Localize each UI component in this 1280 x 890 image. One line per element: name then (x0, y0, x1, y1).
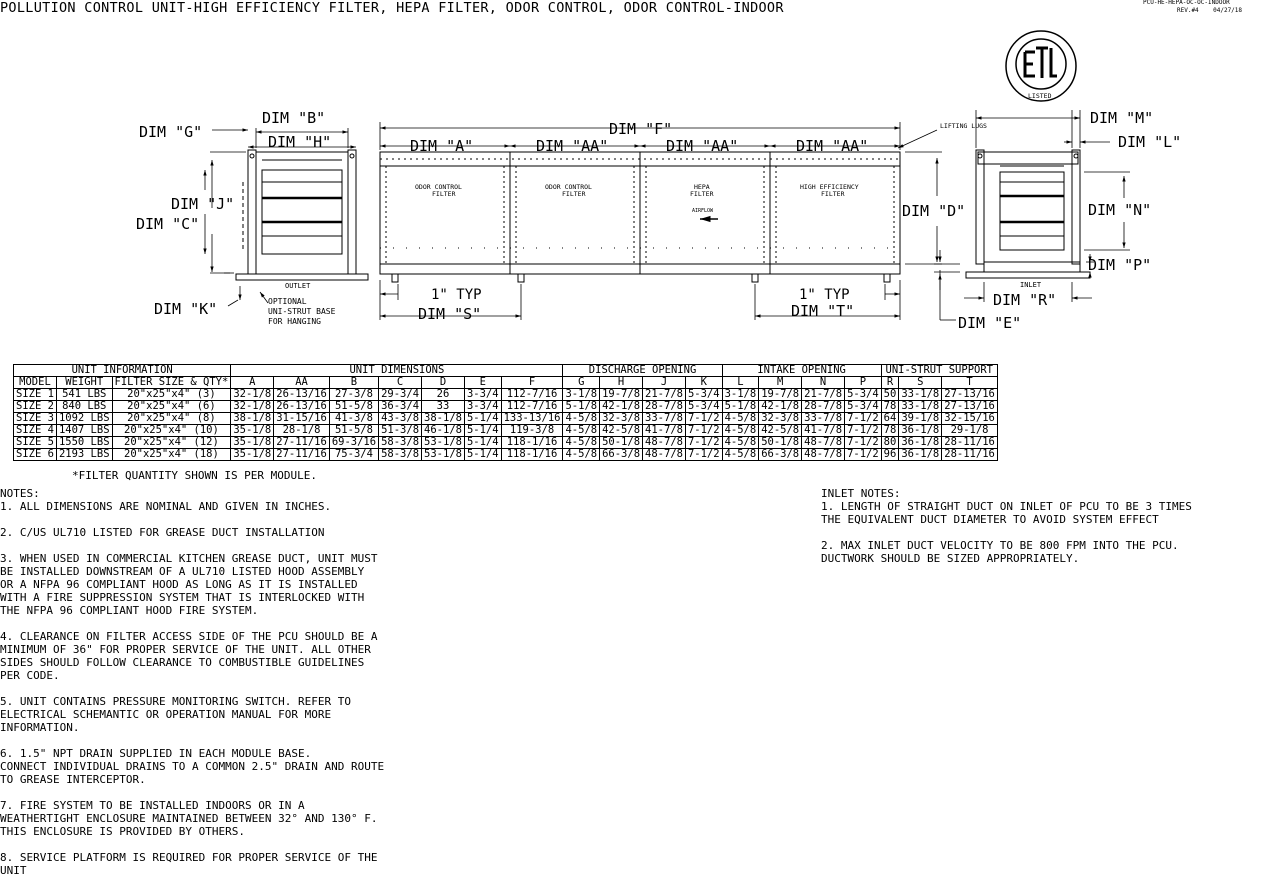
table-cell: 133-13/16 (501, 413, 563, 425)
table-row (14, 413, 998, 425)
column-header: B (329, 377, 378, 389)
table-cell: 36-1/8 (899, 437, 942, 449)
note-item: 7. FIRE SYSTEM TO BE INSTALLED INDOORS OR IN A WEATHERTIGHT ENCLOSURE MAINTAINED BETWEEN 32° AND 130° F. THIS ENCLOSURE IS PROVIDED BY OTHERS. (0, 799, 378, 838)
table-cell: 7-1/2 (685, 425, 722, 437)
table-cell: 53-1/8 (422, 449, 465, 461)
table-cell: 66-3/8 (759, 449, 802, 461)
dim-t-label: DIM "T" (791, 302, 855, 320)
group-unistrut-support: UNI-STRUT SUPPORT (881, 365, 997, 377)
column-header: F (501, 377, 563, 389)
table-cell: 36-1/8 (899, 425, 942, 437)
column-header: D (422, 377, 465, 389)
table-cell: 50 (881, 389, 899, 401)
table-cell: 50-1/8 (759, 437, 802, 449)
table-cell: 51-3/8 (379, 425, 422, 437)
outlet-label: OUTLET (285, 282, 311, 290)
table-cell: 32-3/8 (759, 413, 802, 425)
table-cell: 58-3/8 (379, 449, 422, 461)
table-cell: 1407 LBS (56, 425, 112, 437)
table-cell: 41-3/8 (329, 413, 378, 425)
column-header: L (722, 377, 759, 389)
table-row (14, 437, 998, 449)
note-item: 4. CLEARANCE ON FILTER ACCESS SIDE OF THE PCU SHOULD BE A MINIMUM OF 36" FOR PROPER SERVICE OF THE UNIT. ALL OTHER SIDES SHOULD FOLLOW CLEARANCE TO COMBUSTIBLE GUIDELINES PER CODE. (0, 630, 378, 682)
dim-aa-label-3: DIM "AA" (796, 137, 869, 155)
table-footnote: *FILTER QUANTITY SHOWN IS PER MODULE. (72, 469, 318, 482)
table-cell: 48-7/8 (802, 449, 845, 461)
table-cell: 28-11/16 (942, 437, 998, 449)
table-cell: 19-7/8 (600, 389, 643, 401)
table-cell: 3-3/4 (464, 389, 501, 401)
table-cell: 27-3/8 (329, 389, 378, 401)
note-item: 5. UNIT CONTAINS PRESSURE MONITORING SWITCH. REFER TO ELECTRICAL SCHEMANTIC OR OPERATION MANUAL FOR MORE INFORMATION. (0, 695, 351, 734)
column-header: C (379, 377, 422, 389)
table-group-row (14, 365, 998, 377)
module-4-label-line2: FILTER (821, 190, 845, 198)
unistrut-note-line1: OPTIONAL (268, 297, 307, 306)
lifting-lugs-label: LIFTING LUGS (940, 122, 987, 130)
note-item: 8. SERVICE PLATFORM IS REQUIRED FOR PROPER SERVICE OF THE UNIT (0, 851, 378, 877)
table-cell: 20"x25"x4" (12) (112, 437, 231, 449)
module-3-label-line1: HEPA (694, 183, 710, 191)
module-2-label-line2: FILTER (562, 190, 586, 198)
column-header: M (759, 377, 802, 389)
column-header: J (643, 377, 686, 389)
module-4-label-line1: HIGH EFFICIENCY (800, 183, 859, 191)
column-header: MODEL (14, 377, 57, 389)
table-cell: 4-5/8 (722, 437, 759, 449)
dim-r-label: DIM "R" (993, 291, 1057, 309)
table-cell: 4-5/8 (563, 437, 600, 449)
inlet-note-item: 1. LENGTH OF STRAIGHT DUCT ON INLET OF PCU TO BE 3 TIMES THE EQUIVALENT DUCT DIAMETER TO AVOID SYSTEM EFFECT (821, 500, 1192, 526)
table-cell: 4-5/8 (722, 413, 759, 425)
table-cell: 42-1/8 (759, 401, 802, 413)
table-cell: 39-1/8 (899, 413, 942, 425)
table-cell: 7-1/2 (685, 449, 722, 461)
note-item: 1. ALL DIMENSIONS ARE NOMINAL AND GIVEN IN INCHES. (0, 500, 332, 513)
table-cell: 80 (881, 437, 899, 449)
dim-aa-label-2: DIM "AA" (666, 137, 739, 155)
table-cell: 1550 LBS (56, 437, 112, 449)
table-cell: 35-1/8 (231, 425, 274, 437)
table-cell: 7-1/2 (685, 437, 722, 449)
dim-d-label: DIM "D" (902, 202, 966, 220)
table-cell: 119-3/8 (501, 425, 563, 437)
note-item: 2. C/US UL710 LISTED FOR GREASE DUCT INSTALLATION (0, 526, 325, 539)
main-side-view (380, 152, 900, 282)
table-cell: 36-1/8 (899, 449, 942, 461)
column-header: T (942, 377, 998, 389)
dim-k-label: DIM "K" (154, 300, 218, 318)
table-cell: 43-3/8 (379, 413, 422, 425)
dim-g-label: DIM "G" (139, 123, 203, 141)
module-1-label-line1: ODOR CONTROL (415, 183, 462, 191)
column-header: S (899, 377, 942, 389)
table-cell: 28-11/16 (942, 449, 998, 461)
column-header: K (685, 377, 722, 389)
table-cell: 21-7/8 (802, 389, 845, 401)
table-cell: 5-1/4 (464, 413, 501, 425)
table-cell: 4-5/8 (722, 425, 759, 437)
inlet-label: INLET (1020, 281, 1042, 289)
typ-label-left: 1" TYP (431, 287, 482, 303)
table-cell: 7-1/2 (845, 437, 882, 449)
table-row (14, 389, 998, 401)
table-cell: 5-1/8 (563, 401, 600, 413)
table-cell: 42-1/8 (600, 401, 643, 413)
table-cell: 41-7/8 (802, 425, 845, 437)
dim-j-label: DIM "J" (171, 195, 235, 213)
table-cell: 41-7/8 (643, 425, 686, 437)
table-cell: 32-3/8 (600, 413, 643, 425)
table-cell: 42-5/8 (600, 425, 643, 437)
dim-a-label: DIM "A" (410, 137, 474, 155)
table-cell: 29-3/4 (379, 389, 422, 401)
table-cell: 840 LBS (56, 401, 112, 413)
table-cell: 5-1/4 (464, 449, 501, 461)
typ-label-right: 1" TYP (799, 287, 850, 303)
table-cell: 36-3/4 (379, 401, 422, 413)
revision-label: REV.#4 04/27/18 (1177, 7, 1243, 14)
table-cell: 69-3/16 (329, 437, 378, 449)
dim-l-label: DIM "L" (1118, 133, 1182, 151)
table-cell: 66-3/8 (600, 449, 643, 461)
inlet-note-item: 2. MAX INLET DUCT VELOCITY TO BE 800 FPM INTO THE PCU. DUCTWORK SHOULD BE SIZED APPROPRIATELY. (821, 539, 1179, 565)
table-cell: 75-3/4 (329, 449, 378, 461)
table-cell: 5-1/4 (464, 425, 501, 437)
table-cell: SIZE 6 (14, 449, 57, 461)
table-cell: 32-15/16 (942, 413, 998, 425)
column-header: WEIGHT (56, 377, 112, 389)
table-cell: 46-1/8 (422, 425, 465, 437)
table-cell: 21-7/8 (643, 389, 686, 401)
table-cell: 3-3/4 (464, 401, 501, 413)
table-cell: 1092 LBS (56, 413, 112, 425)
table-cell: 51-5/8 (329, 425, 378, 437)
column-header: AA (274, 377, 330, 389)
table-cell: 51-5/8 (329, 401, 378, 413)
note-item: 6. 1.5" NPT DRAIN SUPPLIED IN EACH MODULE BASE. CONNECT INDIVIDUAL DRAINS TO A COMMON 2.5" DRAIN AND ROUTE TO GREASE INTERCEPTOR. (0, 747, 385, 786)
left-end-view (236, 150, 368, 280)
drawing-title: POLLUTION CONTROL UNIT-HIGH EFFICIENCY FILTER, HEPA FILTER, ODOR CONTROL, ODOR CONTROL-INDOOR (0, 0, 784, 16)
table-cell: 7-1/2 (845, 413, 882, 425)
table-cell: 29-1/8 (942, 425, 998, 437)
table-cell: 48-7/8 (643, 449, 686, 461)
table-cell: 33 (422, 401, 465, 413)
right-end-view (966, 150, 1090, 278)
dim-aa-label-1: DIM "AA" (536, 137, 609, 155)
dim-n-label: DIM "N" (1088, 201, 1152, 219)
table-cell: 20"x25"x4" (8) (112, 413, 231, 425)
table-cell: 28-7/8 (643, 401, 686, 413)
dim-s-label: DIM "S" (418, 305, 482, 323)
table-cell: 96 (881, 449, 899, 461)
module-2-label-line1: ODOR CONTROL (545, 183, 592, 191)
table-cell: 28-1/8 (274, 425, 330, 437)
dim-m-label: DIM "M" (1090, 109, 1154, 127)
table-cell: 33-7/8 (643, 413, 686, 425)
table-cell: SIZE 3 (14, 413, 57, 425)
table-cell: 5-3/4 (845, 389, 882, 401)
note-heading: NOTES: (0, 487, 40, 500)
column-header: A (231, 377, 274, 389)
table-cell: 5-1/4 (464, 437, 501, 449)
column-header: P (845, 377, 882, 389)
table-cell: 27-11/16 (274, 449, 330, 461)
table-cell: 42-5/8 (759, 425, 802, 437)
column-header: FILTER SIZE & QTY* (112, 377, 231, 389)
table-cell: 7-1/2 (685, 413, 722, 425)
module-3-label-line2: FILTER (690, 190, 714, 198)
table-cell: 20"x25"x4" (10) (112, 425, 231, 437)
table-cell: 48-7/8 (643, 437, 686, 449)
dimension-specification-table (13, 364, 998, 461)
table-cell: 78 (881, 401, 899, 413)
table-cell: 4-5/8 (563, 449, 600, 461)
dim-f-label: DIM "F" (609, 120, 673, 138)
dim-c-label: DIM "C" (136, 215, 200, 233)
table-cell: 112-7/16 (501, 401, 563, 413)
general-notes (0, 487, 384, 890)
table-cell: 48-7/8 (802, 437, 845, 449)
note-item: 3. WHEN USED IN COMMERCIAL KITCHEN GREASE DUCT, UNIT MUST BE INSTALLED DOWNSTREAM OF A UL710 LISTED HOOD ASSEMBLY OR A NFPA 96 COMPLIANT HOOD AS LONG AS IT IS INSTALLED WITH A FIRE SUPPRESSION SYSTEM THAT IS INTERLOCKED WITH THE NFPA 96 COMPLIANT HOOD FIRE SYSTEM. (0, 552, 378, 617)
table-cell: 5-3/4 (845, 401, 882, 413)
table-cell: 53-1/8 (422, 437, 465, 449)
group-unit-information: UNIT INFORMATION (14, 365, 231, 377)
dim-e-label: DIM "E" (958, 314, 1022, 332)
table-cell: 20"x25"x4" (18) (112, 449, 231, 461)
table-cell: 3-1/8 (722, 389, 759, 401)
group-unit-dimensions: UNIT DIMENSIONS (231, 365, 563, 377)
table-row (14, 401, 998, 413)
table-cell: 58-3/8 (379, 437, 422, 449)
table-cell: SIZE 4 (14, 425, 57, 437)
unistrut-note-line3: FOR HANGING (268, 317, 321, 326)
table-cell: SIZE 5 (14, 437, 57, 449)
dim-p-label: DIM "P" (1088, 256, 1152, 274)
table-cell: 112-7/16 (501, 389, 563, 401)
table-cell: 32-1/8 (231, 401, 274, 413)
table-cell: 7-1/2 (845, 449, 882, 461)
table-cell: 3-1/8 (563, 389, 600, 401)
column-header: E (464, 377, 501, 389)
table-cell: 28-7/8 (802, 401, 845, 413)
table-cell: 20"x25"x4" (6) (112, 401, 231, 413)
logo-listed-text: LISTED (1028, 92, 1052, 100)
table-cell: 38-1/8 (231, 413, 274, 425)
table-cell: 26-13/16 (274, 389, 330, 401)
table-cell: 4-5/8 (563, 413, 600, 425)
table-cell: 31-15/16 (274, 413, 330, 425)
table-cell: 50-1/8 (600, 437, 643, 449)
table-header-row (14, 377, 998, 389)
module-1-label-line2: FILTER (432, 190, 456, 198)
document-code: PCU-HE-HEPA-OC-OC-INDOOR (1143, 0, 1230, 6)
unistrut-note-line2: UNI-STRUT BASE (268, 307, 336, 316)
table-cell: 27-13/16 (942, 389, 998, 401)
table-cell: 19-7/8 (759, 389, 802, 401)
table-cell: 38-1/8 (422, 413, 465, 425)
table-row (14, 449, 998, 461)
table-cell: 35-1/8 (231, 449, 274, 461)
dim-b-label: DIM "B" (262, 109, 326, 127)
table-cell: SIZE 1 (14, 389, 57, 401)
table-cell: 32-1/8 (231, 389, 274, 401)
table-cell: 35-1/8 (231, 437, 274, 449)
airflow-label: AIRFLOW (692, 208, 714, 214)
column-header: N (802, 377, 845, 389)
table-cell: 5-1/8 (722, 401, 759, 413)
table-cell: 27-11/16 (274, 437, 330, 449)
table-cell: 33-1/8 (899, 401, 942, 413)
table-cell: 118-1/16 (501, 449, 563, 461)
table-cell: 26 (422, 389, 465, 401)
inlet-note-heading: INLET NOTES: (821, 487, 901, 500)
table-cell: 4-5/8 (563, 425, 600, 437)
table-cell: 64 (881, 413, 899, 425)
table-cell: 27-13/16 (942, 401, 998, 413)
table-cell: 7-1/2 (845, 425, 882, 437)
column-header: R (881, 377, 899, 389)
column-header: H (600, 377, 643, 389)
unit-elevation-drawing (0, 0, 1280, 345)
table-cell: 20"x25"x4" (3) (112, 389, 231, 401)
dim-h-label: DIM "H" (268, 133, 332, 151)
table-cell: 5-3/4 (685, 389, 722, 401)
table-cell: 5-3/4 (685, 401, 722, 413)
group-discharge-opening: DISCHARGE OPENING (563, 365, 722, 377)
inlet-notes (821, 487, 1192, 578)
table-row (14, 425, 998, 437)
table-cell: 2193 LBS (56, 449, 112, 461)
table-cell: 78 (881, 425, 899, 437)
etl-listed-logo-icon (1006, 31, 1076, 101)
table-cell: 33-1/8 (899, 389, 942, 401)
group-intake-opening: INTAKE OPENING (722, 365, 881, 377)
column-header: G (563, 377, 600, 389)
table-cell: SIZE 2 (14, 401, 57, 413)
table-cell: 4-5/8 (722, 449, 759, 461)
table-cell: 33-7/8 (802, 413, 845, 425)
table-cell: 26-13/16 (274, 401, 330, 413)
table-cell: 118-1/16 (501, 437, 563, 449)
table-cell: 541 LBS (56, 389, 112, 401)
